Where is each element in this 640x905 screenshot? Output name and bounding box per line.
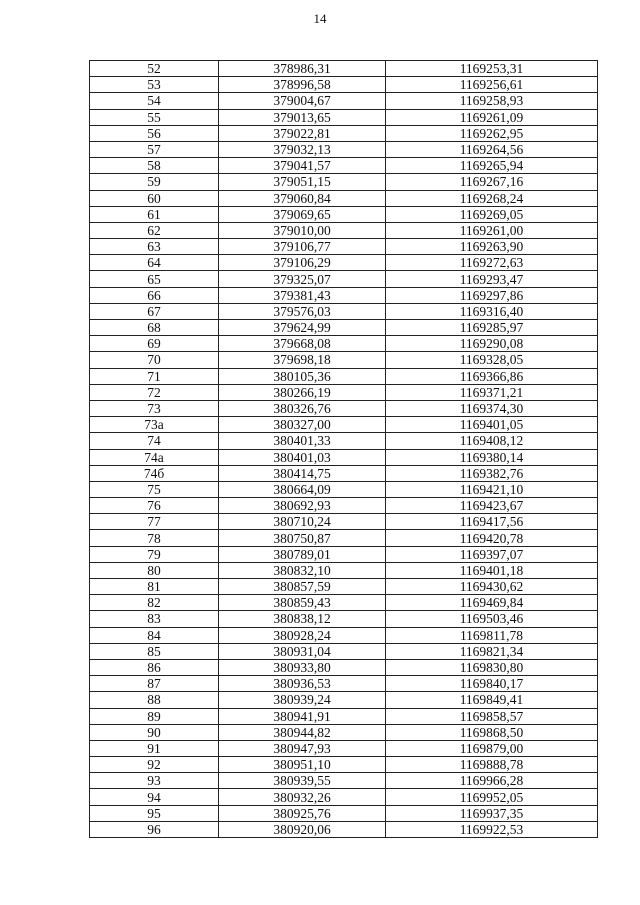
point-number-cell: 94 (90, 789, 219, 805)
y-coordinate-cell: 1169408,12 (386, 433, 598, 449)
table-row (90, 659, 598, 675)
page-number: 14 (313, 11, 327, 26)
y-coordinate-cell: 1169937,35 (386, 805, 598, 821)
y-coordinate-cell: 1169417,56 (386, 514, 598, 530)
x-coordinate-cell: 380401,03 (219, 449, 386, 465)
table-row (90, 109, 598, 125)
point-number-cell: 61 (90, 206, 219, 222)
table-row (90, 287, 598, 303)
table-row (90, 821, 598, 837)
x-coordinate-cell: 379060,84 (219, 190, 386, 206)
x-coordinate-cell: 380105,36 (219, 368, 386, 384)
table-row (90, 141, 598, 157)
table-row (90, 368, 598, 384)
x-coordinate-cell: 379668,08 (219, 336, 386, 352)
x-coordinate-cell: 379624,99 (219, 320, 386, 336)
point-number-cell: 93 (90, 773, 219, 789)
y-coordinate-cell: 1169952,05 (386, 789, 598, 805)
coordinates-table-body (90, 61, 598, 838)
y-coordinate-cell: 1169263,90 (386, 239, 598, 255)
x-coordinate-cell: 380941,91 (219, 708, 386, 724)
point-number-cell: 81 (90, 579, 219, 595)
x-coordinate-cell: 379051,15 (219, 174, 386, 190)
x-coordinate-cell: 380838,12 (219, 611, 386, 627)
point-number-cell: 95 (90, 805, 219, 821)
x-coordinate-cell: 380947,93 (219, 740, 386, 756)
y-coordinate-cell: 1169879,00 (386, 740, 598, 756)
x-coordinate-cell: 380266,19 (219, 384, 386, 400)
point-number-cell: 88 (90, 692, 219, 708)
x-coordinate-cell: 380951,10 (219, 757, 386, 773)
x-coordinate-cell: 379381,43 (219, 287, 386, 303)
point-number-cell: 70 (90, 352, 219, 368)
x-coordinate-cell: 380920,06 (219, 821, 386, 837)
table-row (90, 61, 598, 77)
y-coordinate-cell: 1169380,14 (386, 449, 598, 465)
table-row (90, 255, 598, 271)
point-number-cell: 84 (90, 627, 219, 643)
table-row (90, 206, 598, 222)
x-coordinate-cell: 379022,81 (219, 125, 386, 141)
y-coordinate-cell: 1169840,17 (386, 676, 598, 692)
point-number-cell: 62 (90, 222, 219, 238)
x-coordinate-cell: 379013,65 (219, 109, 386, 125)
x-coordinate-cell: 380414,75 (219, 465, 386, 481)
point-number-cell: 55 (90, 109, 219, 125)
y-coordinate-cell: 1169401,18 (386, 562, 598, 578)
point-number-cell: 74а (90, 449, 219, 465)
point-number-cell: 73 (90, 400, 219, 416)
y-coordinate-cell: 1169401,05 (386, 417, 598, 433)
point-number-cell: 56 (90, 125, 219, 141)
table-row (90, 384, 598, 400)
y-coordinate-cell: 1169397,07 (386, 546, 598, 562)
y-coordinate-cell: 1169261,00 (386, 222, 598, 238)
y-coordinate-cell: 1169858,57 (386, 708, 598, 724)
x-coordinate-cell: 380401,33 (219, 433, 386, 449)
x-coordinate-cell: 379010,00 (219, 222, 386, 238)
x-coordinate-cell: 380750,87 (219, 530, 386, 546)
point-number-cell: 65 (90, 271, 219, 287)
table-row (90, 352, 598, 368)
y-coordinate-cell: 1169264,56 (386, 141, 598, 157)
point-number-cell: 89 (90, 708, 219, 724)
table-row (90, 708, 598, 724)
point-number-cell: 96 (90, 821, 219, 837)
y-coordinate-cell: 1169423,67 (386, 498, 598, 514)
y-coordinate-cell: 1169966,28 (386, 773, 598, 789)
point-number-cell: 79 (90, 546, 219, 562)
table-row (90, 449, 598, 465)
table-row (90, 789, 598, 805)
point-number-cell: 69 (90, 336, 219, 352)
table-row (90, 692, 598, 708)
y-coordinate-cell: 1169888,78 (386, 757, 598, 773)
x-coordinate-cell: 379576,03 (219, 303, 386, 319)
x-coordinate-cell: 379325,07 (219, 271, 386, 287)
table-row (90, 125, 598, 141)
x-coordinate-cell: 378986,31 (219, 61, 386, 77)
y-coordinate-cell: 1169258,93 (386, 93, 598, 109)
table-row (90, 611, 598, 627)
y-coordinate-cell: 1169293,47 (386, 271, 598, 287)
point-number-cell: 71 (90, 368, 219, 384)
x-coordinate-cell: 380925,76 (219, 805, 386, 821)
table-row (90, 417, 598, 433)
y-coordinate-cell: 1169366,86 (386, 368, 598, 384)
y-coordinate-cell: 1169371,21 (386, 384, 598, 400)
point-number-cell: 66 (90, 287, 219, 303)
table-row (90, 271, 598, 287)
x-coordinate-cell: 380939,24 (219, 692, 386, 708)
x-coordinate-cell: 380933,80 (219, 659, 386, 675)
point-number-cell: 63 (90, 239, 219, 255)
x-coordinate-cell: 380664,09 (219, 481, 386, 497)
x-coordinate-cell: 379069,65 (219, 206, 386, 222)
point-number-cell: 59 (90, 174, 219, 190)
table-row (90, 77, 598, 93)
point-number-cell: 58 (90, 158, 219, 174)
x-coordinate-cell: 380932,26 (219, 789, 386, 805)
table-row (90, 303, 598, 319)
table-row (90, 239, 598, 255)
table-row (90, 336, 598, 352)
x-coordinate-cell: 380931,04 (219, 643, 386, 659)
point-number-cell: 57 (90, 141, 219, 157)
table-row (90, 320, 598, 336)
point-number-cell: 78 (90, 530, 219, 546)
point-number-cell: 67 (90, 303, 219, 319)
y-coordinate-cell: 1169285,97 (386, 320, 598, 336)
table-row (90, 433, 598, 449)
x-coordinate-cell: 378996,58 (219, 77, 386, 93)
table-row (90, 400, 598, 416)
x-coordinate-cell: 379106,29 (219, 255, 386, 271)
point-number-cell: 92 (90, 757, 219, 773)
point-number-cell: 64 (90, 255, 219, 271)
table-row (90, 562, 598, 578)
table-row (90, 579, 598, 595)
table-row (90, 158, 598, 174)
table-row (90, 676, 598, 692)
point-number-cell: 75 (90, 481, 219, 497)
table-row (90, 595, 598, 611)
y-coordinate-cell: 1169316,40 (386, 303, 598, 319)
y-coordinate-cell: 1169328,05 (386, 352, 598, 368)
x-coordinate-cell: 379032,13 (219, 141, 386, 157)
table-row (90, 222, 598, 238)
y-coordinate-cell: 1169268,24 (386, 190, 598, 206)
point-number-cell: 86 (90, 659, 219, 675)
y-coordinate-cell: 1169382,76 (386, 465, 598, 481)
table-row (90, 93, 598, 109)
table-row (90, 757, 598, 773)
point-number-cell: 77 (90, 514, 219, 530)
table-row (90, 805, 598, 821)
y-coordinate-cell: 1169421,10 (386, 481, 598, 497)
y-coordinate-cell: 1169430,62 (386, 579, 598, 595)
point-number-cell: 91 (90, 740, 219, 756)
x-coordinate-cell: 380832,10 (219, 562, 386, 578)
table-row (90, 514, 598, 530)
point-number-cell: 68 (90, 320, 219, 336)
point-number-cell: 53 (90, 77, 219, 93)
y-coordinate-cell: 1169262,95 (386, 125, 598, 141)
y-coordinate-cell: 1169849,41 (386, 692, 598, 708)
point-number-cell: 73а (90, 417, 219, 433)
y-coordinate-cell: 1169922,53 (386, 821, 598, 837)
x-coordinate-cell: 380710,24 (219, 514, 386, 530)
x-coordinate-cell: 380692,93 (219, 498, 386, 514)
y-coordinate-cell: 1169265,94 (386, 158, 598, 174)
point-number-cell: 74 (90, 433, 219, 449)
y-coordinate-cell: 1169261,09 (386, 109, 598, 125)
y-coordinate-cell: 1169256,61 (386, 77, 598, 93)
y-coordinate-cell: 1169272,63 (386, 255, 598, 271)
y-coordinate-cell: 1169420,78 (386, 530, 598, 546)
y-coordinate-cell: 1169267,16 (386, 174, 598, 190)
table-row (90, 740, 598, 756)
table-row (90, 190, 598, 206)
table-row (90, 627, 598, 643)
table-row (90, 481, 598, 497)
y-coordinate-cell: 1169811,78 (386, 627, 598, 643)
point-number-cell: 72 (90, 384, 219, 400)
table-row (90, 773, 598, 789)
coordinates-table (89, 60, 598, 838)
table-row (90, 465, 598, 481)
point-number-cell: 85 (90, 643, 219, 659)
y-coordinate-cell: 1169469,84 (386, 595, 598, 611)
table-row (90, 643, 598, 659)
x-coordinate-cell: 379004,67 (219, 93, 386, 109)
point-number-cell: 74б (90, 465, 219, 481)
x-coordinate-cell: 380928,24 (219, 627, 386, 643)
x-coordinate-cell: 380327,00 (219, 417, 386, 433)
point-number-cell: 60 (90, 190, 219, 206)
y-coordinate-cell: 1169868,50 (386, 724, 598, 740)
y-coordinate-cell: 1169821,34 (386, 643, 598, 659)
y-coordinate-cell: 1169269,05 (386, 206, 598, 222)
y-coordinate-cell: 1169297,86 (386, 287, 598, 303)
point-number-cell: 76 (90, 498, 219, 514)
x-coordinate-cell: 380939,55 (219, 773, 386, 789)
y-coordinate-cell: 1169503,46 (386, 611, 598, 627)
x-coordinate-cell: 380789,01 (219, 546, 386, 562)
x-coordinate-cell: 379106,77 (219, 239, 386, 255)
point-number-cell: 52 (90, 61, 219, 77)
table-row (90, 546, 598, 562)
y-coordinate-cell: 1169290,08 (386, 336, 598, 352)
table-row (90, 174, 598, 190)
point-number-cell: 54 (90, 93, 219, 109)
table-row (90, 498, 598, 514)
point-number-cell: 90 (90, 724, 219, 740)
x-coordinate-cell: 380326,76 (219, 400, 386, 416)
x-coordinate-cell: 380859,43 (219, 595, 386, 611)
y-coordinate-cell: 1169830,80 (386, 659, 598, 675)
y-coordinate-cell: 1169253,31 (386, 61, 598, 77)
point-number-cell: 82 (90, 595, 219, 611)
x-coordinate-cell: 380936,53 (219, 676, 386, 692)
point-number-cell: 83 (90, 611, 219, 627)
table-row (90, 724, 598, 740)
point-number-cell: 80 (90, 562, 219, 578)
y-coordinate-cell: 1169374,30 (386, 400, 598, 416)
point-number-cell: 87 (90, 676, 219, 692)
x-coordinate-cell: 380857,59 (219, 579, 386, 595)
x-coordinate-cell: 379041,57 (219, 158, 386, 174)
x-coordinate-cell: 380944,82 (219, 724, 386, 740)
table-row (90, 530, 598, 546)
x-coordinate-cell: 379698,18 (219, 352, 386, 368)
